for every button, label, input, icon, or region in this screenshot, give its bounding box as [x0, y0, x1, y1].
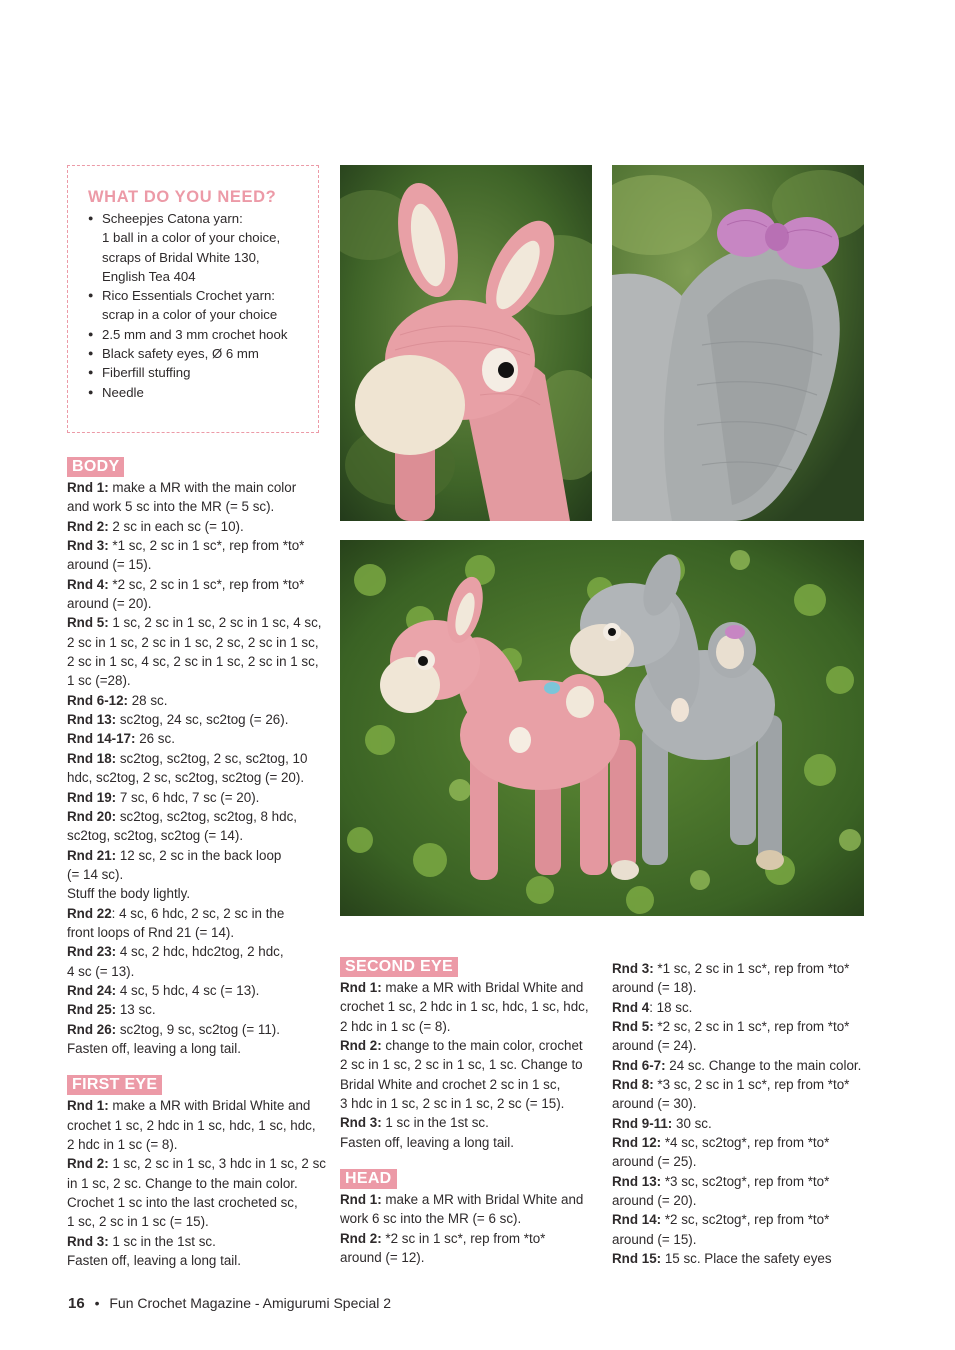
- round-text: : 4 sc, 6 hdc, 2 sc, 2 sc in the: [111, 905, 285, 921]
- round-label: Rnd 3:: [340, 1115, 382, 1131]
- instruction-line: [612, 959, 874, 978]
- round-text: 1 sc, 2 sc in 1 sc, 2 sc in 1 sc, 4 sc,: [108, 615, 322, 631]
- round-text: Bridal White and crochet 2 sc in 1 sc,: [340, 1076, 561, 1092]
- round-text: (= 14 sc).: [67, 866, 124, 882]
- instruction-line: [67, 865, 329, 884]
- round-label: Rnd 26:: [67, 1021, 117, 1037]
- instruction-line: [67, 729, 329, 748]
- instruction-line: [67, 517, 329, 536]
- first-eye-instructions: [67, 1096, 329, 1270]
- head-instructions: [340, 1190, 602, 1267]
- body-heading: BODY: [67, 457, 124, 477]
- head-continued-section: [612, 959, 874, 1269]
- second-eye-instructions: [340, 978, 602, 1152]
- materials-box: [67, 165, 319, 433]
- round-label: Rnd 1:: [340, 980, 382, 995]
- materials-item: ● Black safety eyes, Ø 6 mm: [88, 344, 318, 363]
- round-label: Rnd 25:: [67, 1002, 117, 1018]
- round-text: 26 sc.: [135, 731, 175, 747]
- instruction-line: [67, 691, 329, 710]
- round-text: change to the main color, crochet: [381, 1038, 583, 1054]
- round-text: 2 sc in 1 sc, 2 sc in 1 sc, 1 sc. Change to: [340, 1057, 583, 1073]
- round-label: Rnd 6-7:: [612, 1057, 666, 1073]
- instruction-line: [340, 1055, 602, 1074]
- instruction-line: [67, 1174, 329, 1193]
- instruction-line: [612, 1075, 874, 1094]
- instruction-line: [67, 652, 329, 671]
- instruction-line: [340, 1094, 602, 1113]
- round-text: 2 sc in each sc (= 10).: [108, 518, 244, 534]
- round-label: Rnd 12:: [612, 1135, 662, 1151]
- head-continued-instructions: [612, 959, 874, 1269]
- instruction-line: [612, 1210, 874, 1229]
- instruction-line: [612, 1133, 874, 1152]
- instruction-line: [67, 594, 329, 613]
- round-text: around (= 20).: [612, 1193, 697, 1209]
- materials-item: ● 2.5 mm and 3 mm crochet hook: [88, 325, 318, 344]
- instruction-line: [340, 1036, 602, 1055]
- round-label: Rnd 3:: [67, 538, 109, 554]
- round-text: 24 sc. Change to the main color.: [665, 1057, 862, 1073]
- round-label: Rnd 18:: [67, 750, 117, 766]
- round-text: hdc, sc2tog, 2 sc, sc2tog, sc2tog (= 20).: [67, 770, 305, 786]
- round-text: Crochet 1 sc into the last crocheted sc,: [67, 1195, 298, 1211]
- instruction-line: [612, 1114, 874, 1133]
- round-text: 2 hdc in 1 sc (= 8).: [340, 1018, 451, 1034]
- instruction-line: [340, 1248, 602, 1267]
- instruction-line: [67, 1212, 329, 1231]
- instruction-line: [67, 962, 329, 981]
- round-text: 30 sc.: [672, 1115, 712, 1131]
- round-text: crochet 1 sc, 2 hdc in 1 sc, hdc, 1 sc, hdc,: [340, 999, 589, 1015]
- round-text: Stuff the body lightly.: [67, 886, 191, 902]
- round-label: Rnd 5:: [612, 1019, 654, 1035]
- instruction-line: [67, 749, 329, 768]
- instruction-line: [612, 1249, 874, 1268]
- round-text: 3 hdc in 1 sc, 2 sc in 1 sc, 2 sc (= 15).: [340, 1096, 565, 1112]
- round-text: 13 sc.: [116, 1002, 156, 1018]
- instruction-line: [67, 478, 329, 497]
- materials-subline: 1 ball in a color of your choice,: [102, 230, 281, 246]
- round-text: sc2tog, sc2tog, 2 sc, sc2tog, 10: [116, 750, 308, 766]
- instruction-line: [67, 710, 329, 729]
- page-footer: [68, 1295, 391, 1312]
- head-heading: HEAD: [340, 1169, 397, 1189]
- round-text: 2 sc in 1 sc, 2 sc in 1 sc, 2 sc, 2 sc in 1 sc,: [67, 634, 319, 650]
- instruction-line: [67, 1116, 329, 1135]
- round-text: *2 sc in 1 sc*, rep from *to*: [381, 1230, 546, 1246]
- instruction-line: [612, 1017, 874, 1036]
- round-text: Fasten off, leaving a long tail.: [67, 1040, 241, 1056]
- round-label: Rnd 24:: [67, 982, 117, 998]
- round-text: 1 sc (=28).: [67, 673, 131, 689]
- round-text: work 6 sc into the MR (= 6 sc).: [340, 1211, 522, 1227]
- instruction-line: [67, 613, 329, 632]
- round-text: 4 sc, 2 hdc, hdc2tog, 2 hdc,: [116, 944, 284, 960]
- round-label: Rnd 15:: [612, 1251, 662, 1267]
- round-label: Rnd 22: [67, 905, 112, 921]
- round-label: Rnd 13:: [612, 1173, 662, 1189]
- round-text: front loops of Rnd 21 (= 14).: [67, 924, 235, 940]
- round-text: *3 sc, 2 sc in 1 sc*, rep from *to*: [653, 1077, 850, 1093]
- magazine-title: Fun Crochet Magazine - Amigurumi Special 2: [109, 1295, 392, 1311]
- materials-subline: English Tea 404: [102, 268, 196, 284]
- round-label: Rnd 13:: [67, 712, 117, 728]
- instruction-line: [67, 633, 329, 652]
- instruction-line: [67, 788, 329, 807]
- round-text: *2 sc, 2 sc in 1 sc*, rep from *to*: [108, 576, 305, 592]
- instruction-line: [340, 978, 602, 997]
- instruction-line: [612, 1172, 874, 1191]
- instruction-line: [340, 1133, 602, 1152]
- round-label: Rnd 2:: [67, 518, 109, 534]
- round-label: Rnd 4:: [67, 576, 109, 592]
- round-text: sc2tog, 9 sc, sc2tog (= 11).: [116, 1021, 280, 1037]
- round-text: and work 5 sc into the MR (= 5 sc).: [67, 499, 275, 515]
- instruction-line: [67, 884, 329, 903]
- round-label: Rnd 14-17:: [67, 731, 136, 747]
- instruction-line: [67, 807, 329, 826]
- instruction-line: [612, 1094, 874, 1113]
- instruction-line: [612, 998, 874, 1017]
- round-text: around (= 15).: [67, 557, 152, 573]
- photo-gray-fawn-bow: [612, 165, 864, 521]
- round-label: Rnd 3:: [67, 1233, 109, 1249]
- round-text: around (= 25).: [612, 1154, 697, 1170]
- instruction-line: [67, 555, 329, 574]
- materials-item: ● Needle: [88, 383, 318, 402]
- round-text: around (= 20).: [67, 596, 152, 612]
- round-text: 28 sc.: [128, 692, 168, 708]
- second-eye-heading: SECOND EYE: [340, 957, 458, 977]
- round-label: Rnd 1:: [67, 1098, 109, 1114]
- round-label: Rnd 4: [612, 999, 650, 1015]
- round-text: 12 sc, 2 sc in the back loop: [116, 847, 282, 863]
- instruction-line: [340, 1209, 602, 1228]
- round-text: make a MR with Bridal White and: [108, 1098, 311, 1114]
- instruction-line: [67, 1232, 329, 1251]
- round-label: Rnd 8:: [612, 1077, 654, 1093]
- instruction-line: [67, 1193, 329, 1212]
- round-text: 1 sc in the 1st sc.: [381, 1115, 489, 1131]
- footer-bullet: •: [94, 1295, 100, 1311]
- instruction-line: [612, 1191, 874, 1210]
- round-text: 4 sc, 5 hdc, 4 sc (= 13).: [116, 982, 260, 998]
- round-label: Rnd 9-11:: [612, 1115, 673, 1131]
- materials-subline: scrap in a color of your choice: [102, 307, 278, 323]
- instruction-line: [340, 1229, 602, 1248]
- round-label: Rnd 14:: [612, 1212, 662, 1228]
- round-text: Fasten off, leaving a long tail.: [340, 1134, 514, 1150]
- materials-item: ● Fiberfill stuffing: [88, 363, 318, 382]
- body-section: [67, 457, 329, 1270]
- round-text: 7 sc, 6 hdc, 7 sc (= 20).: [116, 789, 260, 805]
- round-label: Rnd 3:: [612, 961, 654, 976]
- instruction-line: [67, 1251, 329, 1270]
- instruction-line: [67, 981, 329, 1000]
- instruction-line: [67, 1039, 329, 1058]
- round-text: in 1 sc, 2 sc. Change to the main color.: [67, 1175, 298, 1191]
- instruction-line: [340, 1113, 602, 1132]
- round-text: crochet 1 sc, 2 hdc in 1 sc, hdc, 1 sc, hdc,: [67, 1117, 316, 1133]
- round-text: sc2tog, 24 sc, sc2tog (= 26).: [116, 712, 289, 728]
- instruction-line: [612, 1152, 874, 1171]
- instruction-line: [67, 923, 329, 942]
- round-text: make a MR with Bridal White and: [381, 1192, 584, 1208]
- round-text: around (= 15).: [612, 1231, 697, 1247]
- round-label: Rnd 5:: [67, 615, 109, 631]
- photo-pink-fawn-head: [340, 165, 592, 521]
- instruction-line: [67, 536, 329, 555]
- round-label: Rnd 21:: [67, 847, 117, 863]
- round-text: *2 sc, sc2tog*, rep from *to*: [661, 1212, 830, 1228]
- instruction-line: [67, 497, 329, 516]
- materials-list: [88, 209, 318, 402]
- materials-title: WHAT DO YOU NEED?: [88, 188, 277, 206]
- instruction-line: [67, 1135, 329, 1154]
- first-eye-heading: FIRST EYE: [67, 1075, 162, 1095]
- instruction-line: [67, 1020, 329, 1039]
- round-text: sc2tog, sc2tog, sc2tog, 8 hdc,: [116, 808, 297, 824]
- materials-subline: scraps of Bridal White 130,: [102, 249, 260, 265]
- round-text: around (= 30).: [612, 1096, 697, 1112]
- materials-item: ● Scheepjes Catona yarn:: [88, 209, 318, 228]
- round-label: Rnd 2:: [340, 1230, 382, 1246]
- instruction-line: [67, 575, 329, 594]
- instruction-line: [67, 1000, 329, 1019]
- round-text: *2 sc, 2 sc in 1 sc*, rep from *to*: [653, 1019, 850, 1035]
- instruction-line: [67, 1154, 329, 1173]
- page-number: 16: [68, 1295, 85, 1312]
- materials-item: ● Rico Essentials Crochet yarn:: [88, 286, 318, 305]
- instruction-line: [67, 826, 329, 845]
- round-text: around (= 12).: [340, 1250, 425, 1266]
- round-text: around (= 18).: [612, 980, 697, 996]
- round-label: Rnd 23:: [67, 944, 117, 960]
- instruction-line: [67, 942, 329, 961]
- round-text: *3 sc, sc2tog*, rep from *to*: [661, 1173, 830, 1189]
- round-text: 2 sc in 1 sc, 4 sc, 2 sc in 1 sc, 2 sc in 1 sc,: [67, 654, 319, 670]
- round-text: 1 sc in the 1st sc.: [108, 1233, 216, 1249]
- instruction-line: [67, 768, 329, 787]
- round-label: Rnd 19:: [67, 789, 117, 805]
- round-text: : 18 sc.: [649, 999, 693, 1015]
- round-text: make a MR with Bridal White and: [381, 980, 584, 995]
- second-eye-section: [340, 957, 602, 1267]
- body-instructions: [67, 478, 329, 1058]
- round-text: make a MR with the main color: [108, 480, 297, 495]
- round-label: Rnd 2:: [340, 1038, 382, 1054]
- round-text: 15 sc. Place the safety eyes: [661, 1251, 832, 1267]
- round-label: Rnd 1:: [340, 1192, 382, 1208]
- round-label: Rnd 1:: [67, 480, 109, 495]
- round-label: Rnd 2:: [67, 1156, 109, 1172]
- round-text: sc2tog, sc2tog, sc2tog (= 14).: [67, 828, 244, 844]
- round-text: Fasten off, leaving a long tail.: [67, 1253, 241, 1269]
- instruction-line: [340, 997, 602, 1016]
- instruction-line: [67, 904, 329, 923]
- instruction-line: [67, 846, 329, 865]
- round-text: 1 sc, 2 sc in 1 sc, 3 hdc in 1 sc, 2 sc: [108, 1156, 326, 1172]
- round-text: *1 sc, 2 sc in 1 sc*, rep from *to*: [653, 961, 850, 976]
- instruction-line: [340, 1190, 602, 1209]
- instruction-line: [67, 1096, 329, 1115]
- photo-two-fawns: [340, 540, 864, 916]
- round-text: *4 sc, sc2tog*, rep from *to*: [661, 1135, 830, 1151]
- instruction-line: [67, 671, 329, 690]
- round-text: 2 hdc in 1 sc (= 8).: [67, 1137, 178, 1152]
- round-label: Rnd 6-12:: [67, 692, 129, 708]
- round-text: 4 sc (= 13).: [67, 963, 135, 979]
- instruction-line: [612, 1230, 874, 1249]
- round-text: 1 sc, 2 sc in 1 sc (= 15).: [67, 1214, 209, 1230]
- round-label: Rnd 20:: [67, 808, 117, 824]
- instruction-line: [612, 978, 874, 997]
- round-text: around (= 24).: [612, 1038, 697, 1054]
- instruction-line: [340, 1017, 602, 1036]
- instruction-line: [612, 1056, 874, 1075]
- instruction-line: [612, 1036, 874, 1055]
- round-text: *1 sc, 2 sc in 1 sc*, rep from *to*: [108, 538, 305, 554]
- instruction-line: [340, 1075, 602, 1094]
